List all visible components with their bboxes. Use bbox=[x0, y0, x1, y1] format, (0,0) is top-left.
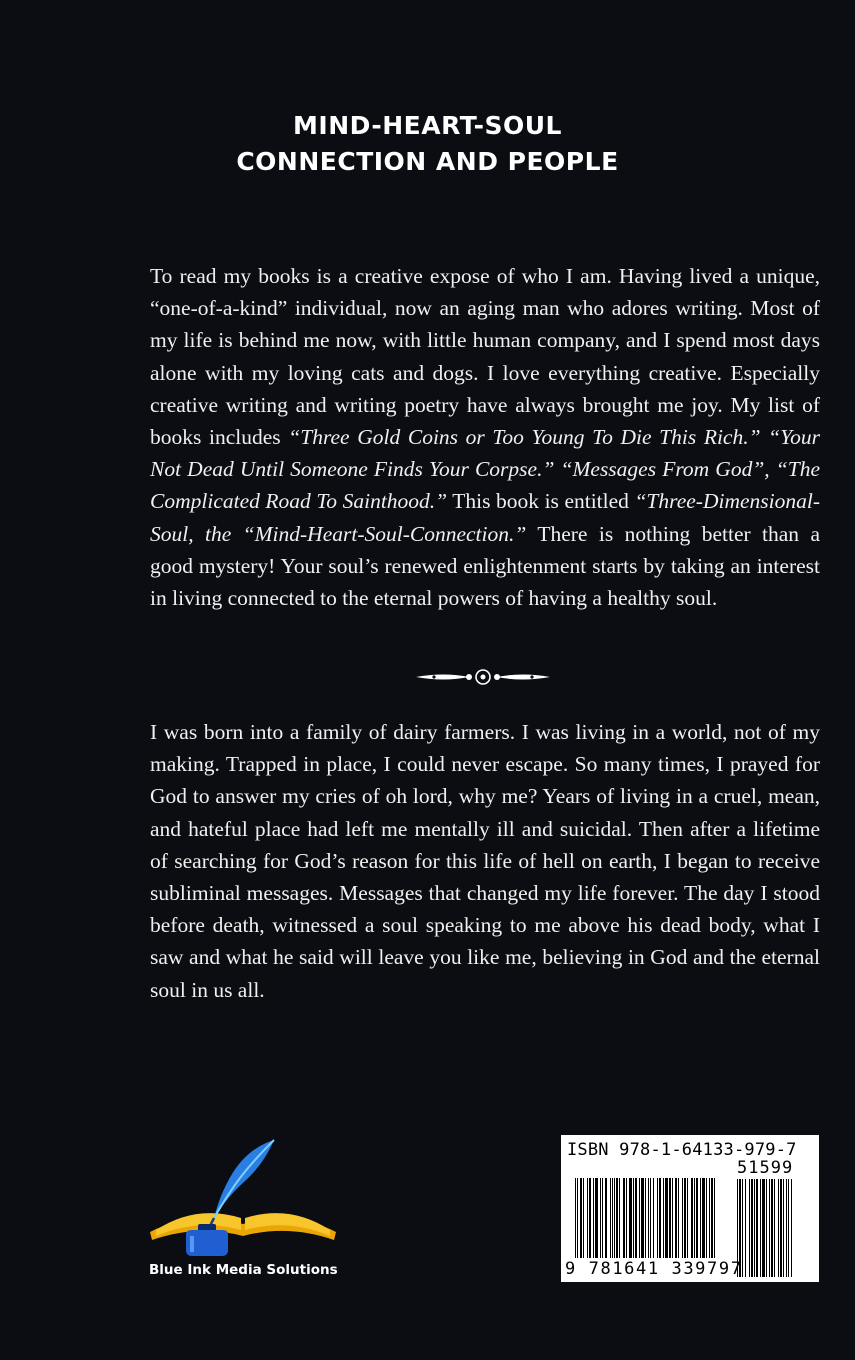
book-title-line-1: MIND-HEART-SOUL bbox=[293, 111, 562, 140]
isbn-number: ISBN 978-1-64133-979-7 bbox=[567, 1140, 797, 1160]
description-paragraph-1 bbox=[150, 260, 820, 614]
ornament-divider-icon bbox=[414, 668, 552, 686]
price-code: 51599 bbox=[737, 1158, 794, 1178]
isbn-barcode bbox=[561, 1135, 819, 1282]
addon-barcode-bars bbox=[737, 1179, 813, 1277]
ean-barcode-bars bbox=[575, 1178, 721, 1258]
description-paragraph-2: I was born into a family of dairy farmers. I was living in a world, not of my making. Trapped in place, I could never escape. So many times, I prayed for God to answer my cries of oh lord, why me? Years of living in a cruel, mean, and hateful place had left me mentally ill and suicidal. Then after a lifetime of searching for God’s reason for this life of hell on earth, I began to receive subliminal messages. Messages that changed my life forever. The day I stood before death, witnessed a soul speaking to me above his dead body, what I saw and what he said will leave you like me, believing in God and the eternal soul in us all. bbox=[150, 720, 820, 1002]
book-title bbox=[0, 108, 855, 180]
publisher-name: Blue Ink Media Solutions bbox=[149, 1262, 338, 1278]
ean-digits: 9 781641 339797 bbox=[565, 1259, 743, 1279]
description-text-2: This book is entitled bbox=[447, 489, 635, 514]
book-title-line-2: CONNECTION AND PEOPLE bbox=[236, 147, 619, 176]
book-list-titles: “Three Gold Coins or Too Young To Die This Rich.” “Your Not Dead Until Someone Finds Your Corpse.” “Messages From God”, “The Complicated Road To Sainthood.” bbox=[150, 425, 820, 514]
description-text-1: To read my books is a creative expose of who I am. Having lived a unique, “one-of-a-kind” individual, now an aging man who adores writing. Most of my life is behind me now, with little human company, and I spend most days alone with my loving cats and dogs. I love everything creative. Especially creative writing and writing poetry have always brought me joy. My list of books includes bbox=[150, 264, 820, 450]
current-book-title: “Three-Dimensional-Soul, the “Mind-Heart-Soul-Connection.” bbox=[150, 489, 820, 546]
description-text-3: There is nothing better than a good mystery! Your soul’s renewed enlightenment starts by taking an interest in living connected to the eternal powers of having a healthy soul. bbox=[150, 521, 820, 611]
